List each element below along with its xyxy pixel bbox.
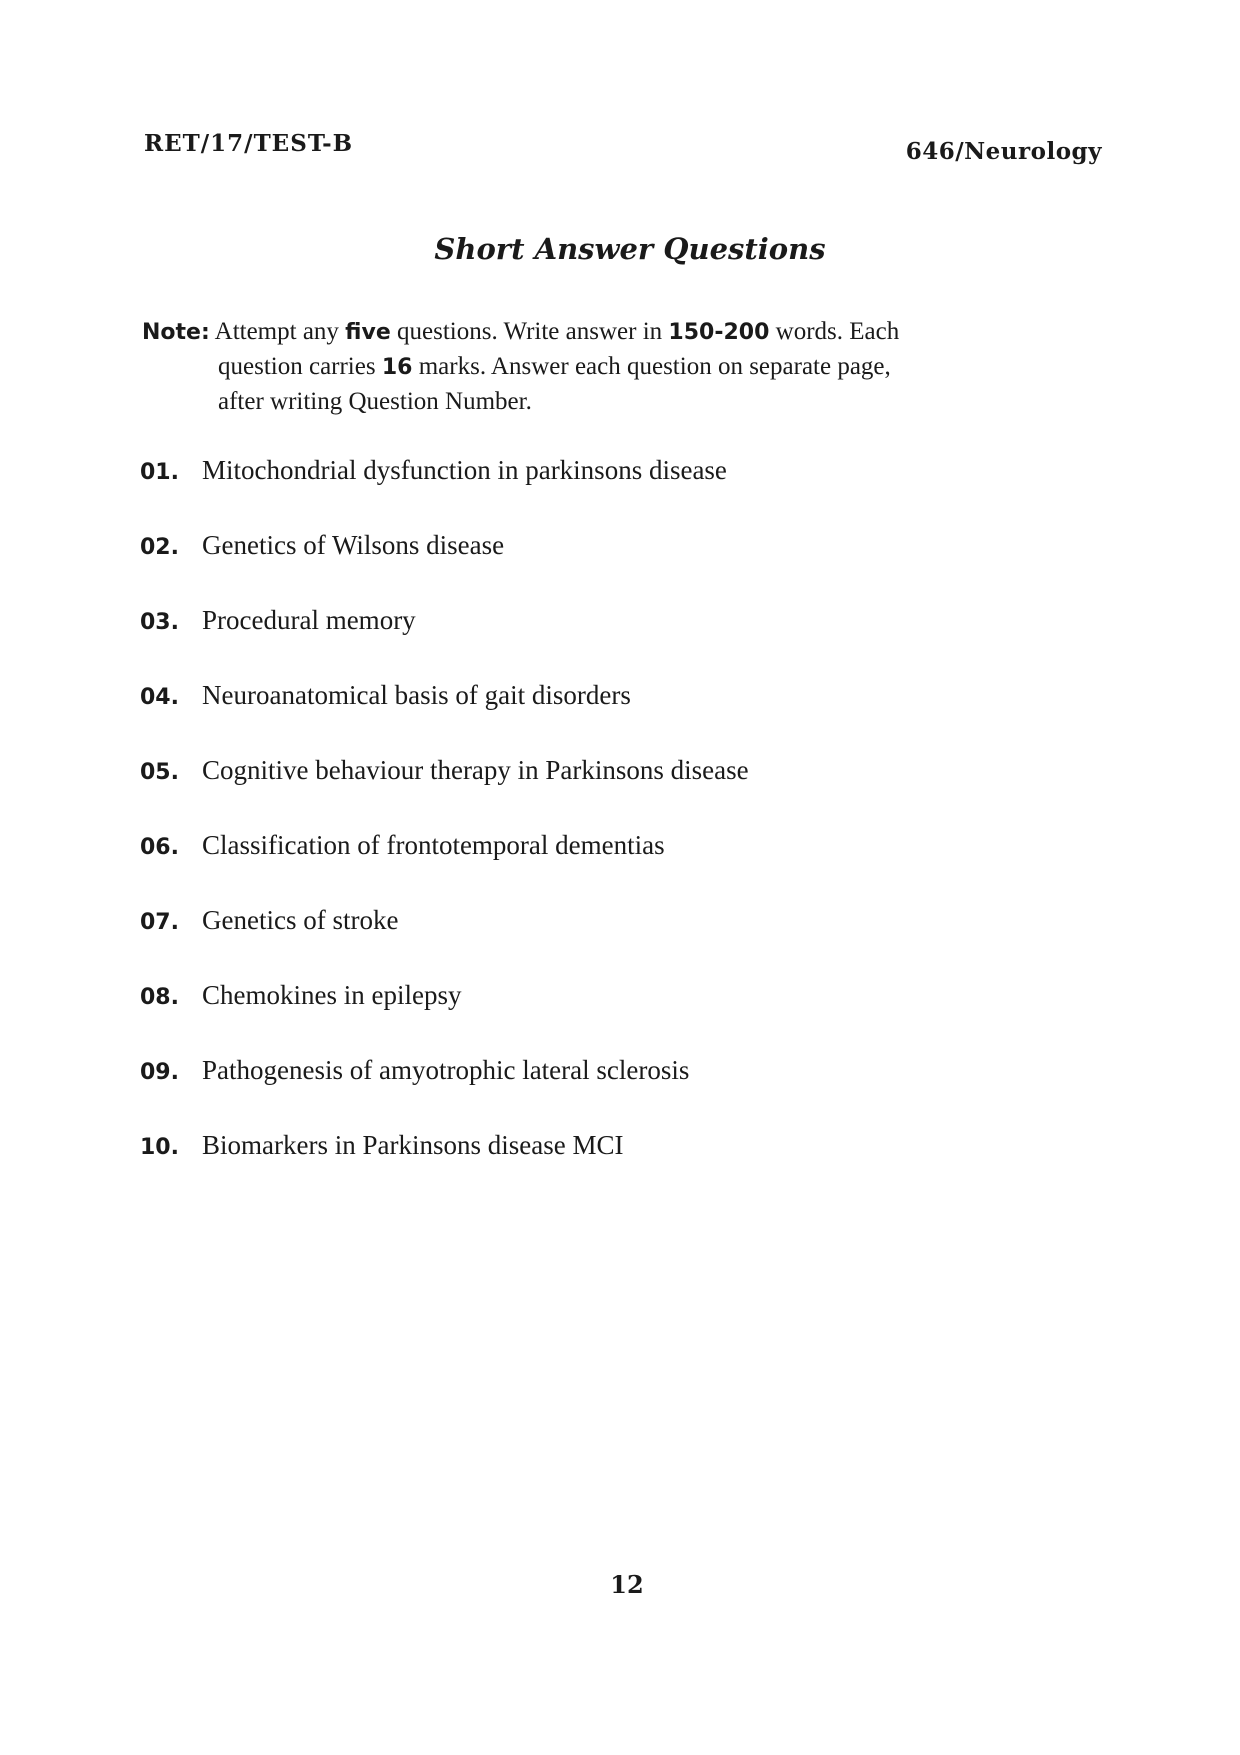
question-text: Classification of frontotemporal dementias (202, 830, 665, 860)
question-item (140, 755, 1100, 830)
note-text-3: words. Each (769, 318, 900, 345)
question-item (140, 905, 1100, 980)
question-item (140, 1130, 1100, 1205)
note-line-3 (142, 385, 1110, 419)
note-text-5: marks. Answer each question on separate page, (412, 353, 891, 380)
instructions-note (142, 315, 1110, 419)
question-item (140, 530, 1100, 605)
question-number: 10. (140, 1135, 179, 1160)
question-text: Neuroanatomical basis of gait disorders (202, 680, 631, 710)
question-number: 08. (140, 985, 179, 1010)
question-item (140, 605, 1100, 680)
question-number: 05. (140, 760, 179, 785)
question-text: Cognitive behaviour therapy in Parkinsons disease (202, 755, 749, 785)
note-line-1 (142, 315, 1110, 350)
note-bold-words: 150-200 (668, 320, 770, 345)
question-number: 02. (140, 535, 179, 560)
question-item (140, 830, 1100, 905)
question-number: 09. (140, 1060, 179, 1085)
question-number: 04. (140, 685, 179, 710)
question-number: 06. (140, 835, 179, 860)
subject-code: 646/Neurology (905, 138, 1102, 165)
page-number: 12 (610, 1570, 644, 1599)
question-text: Procedural memory (202, 605, 416, 635)
note-text-1: Attempt any (214, 318, 346, 345)
note-line-2 (142, 350, 1110, 385)
note-bold-marks: 16 (381, 355, 413, 380)
note-text-2: questions. Write answer in (390, 318, 669, 345)
question-item (140, 455, 1100, 530)
question-text: Pathogenesis of amyotrophic lateral sclerosis (202, 1055, 690, 1085)
section-title: Short Answer Questions (434, 232, 826, 266)
note-text-6: after writing Question Number. (218, 388, 532, 415)
question-text: Genetics of stroke (202, 905, 399, 935)
question-text: Mitochondrial dysfunction in parkinsons disease (202, 455, 727, 485)
note-text-4: question carries (218, 353, 382, 380)
question-list (140, 455, 1100, 1205)
question-number: 07. (140, 910, 179, 935)
paper-code: RET/17/TEST-B (144, 130, 354, 157)
question-number: 03. (140, 610, 179, 635)
question-item (140, 680, 1100, 755)
question-item (140, 980, 1100, 1055)
question-text: Chemokines in epilepsy (202, 980, 462, 1010)
question-text: Biomarkers in Parkinsons disease MCI (202, 1130, 624, 1160)
question-text: Genetics of Wilsons disease (202, 530, 505, 560)
note-label: Note: (142, 320, 210, 345)
question-number: 01. (140, 460, 179, 485)
question-item (140, 1055, 1100, 1130)
note-bold-five: five (345, 320, 391, 345)
